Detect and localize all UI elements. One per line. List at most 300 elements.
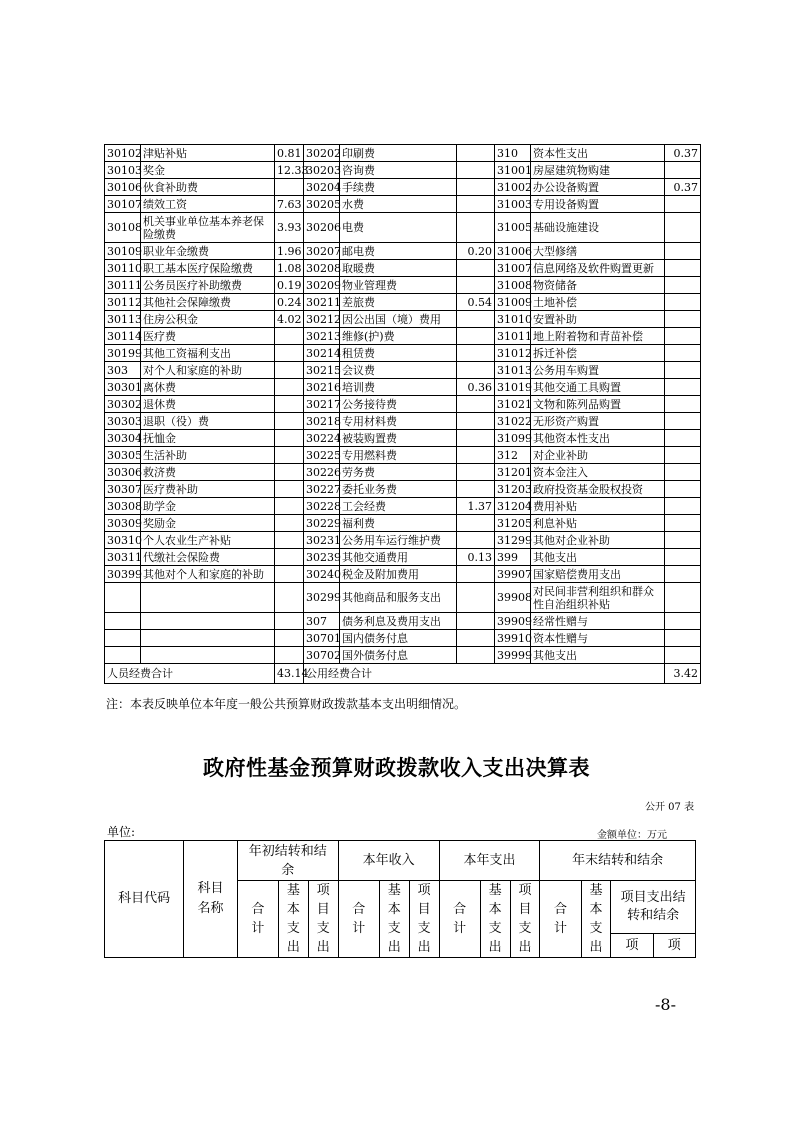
cell-value-c <box>665 481 701 498</box>
cell-code-c: 310 <box>495 145 531 162</box>
cell-code-b: 30217 <box>304 396 340 413</box>
cell-name-a: 代缴社会保险费 <box>141 549 275 566</box>
cell-code-b: 307 <box>304 613 340 630</box>
cell-value-a: 12.33 <box>275 162 304 179</box>
cell-code-a: 30112 <box>105 294 141 311</box>
cell-name-a: 住房公积金 <box>141 311 275 328</box>
cell-name-b: 手续费 <box>340 179 457 196</box>
sub-total-2-text: 合计 <box>352 902 366 936</box>
cell-name-b: 维修(护)费 <box>340 328 457 345</box>
cell-code-a: 30107 <box>105 196 141 213</box>
cell-value-b <box>457 277 495 294</box>
cell-name-b: 培训费 <box>340 379 457 396</box>
cell-value-c <box>665 566 701 583</box>
page-title: 政府性基金预算财政拨款收入支出决算表 <box>203 756 590 780</box>
cell-code-b: 30215 <box>304 362 340 379</box>
col-subject-name <box>184 841 238 958</box>
cell-name-b: 公务用车运行维护费 <box>340 532 457 549</box>
table-row <box>105 243 701 260</box>
cell-code-b: 30211 <box>304 294 340 311</box>
cell-value-b <box>457 583 495 613</box>
cell-code-a <box>105 583 141 613</box>
cell-name-b: 取暖费 <box>340 260 457 277</box>
cell-value-a <box>275 464 304 481</box>
cell-value-b <box>457 311 495 328</box>
cell-value-a <box>275 498 304 515</box>
cell-code-c: 39999 <box>495 647 531 664</box>
cell-code-a: 30306 <box>105 464 141 481</box>
sub-total-2 <box>338 881 379 958</box>
cell-name-c: 专用设备购置 <box>531 196 665 213</box>
sub-total-4 <box>540 881 581 958</box>
cell-code-c: 31012 <box>495 345 531 362</box>
cell-code-c: 31001 <box>495 162 531 179</box>
table-row <box>105 213 701 243</box>
cell-code-c: 312 <box>495 447 531 464</box>
cell-value-a <box>275 566 304 583</box>
cell-name-a: 个人农业生产补贴 <box>141 532 275 549</box>
cell-code-c: 31204 <box>495 498 531 515</box>
public-total-value: 3.42 <box>665 664 701 684</box>
cell-value-c <box>665 647 701 664</box>
cell-name-a: 奖金 <box>141 162 275 179</box>
cell-name-b: 电费 <box>340 213 457 243</box>
cell-code-a: 303 <box>105 362 141 379</box>
cell-value-b: 0.13 <box>457 549 495 566</box>
table-row <box>105 630 701 647</box>
cell-name-a: 退职（役）费 <box>141 413 275 430</box>
cell-value-b <box>457 430 495 447</box>
table-row <box>105 613 701 630</box>
cell-code-b: 30227 <box>304 481 340 498</box>
cell-value-a: 0.81 <box>275 145 304 162</box>
sub-basic-1-text: 基本支出 <box>286 883 300 955</box>
cell-name-c: 文物和陈列品购置 <box>531 396 665 413</box>
col-subject-name-text: 科目名称 <box>197 881 224 916</box>
table-row <box>105 277 701 294</box>
cell-code-c: 39907 <box>495 566 531 583</box>
cell-value-c <box>665 311 701 328</box>
table-row <box>105 413 701 430</box>
cell-value-a <box>275 532 304 549</box>
table-row <box>105 196 701 213</box>
cell-code-b: 30216 <box>304 379 340 396</box>
cell-code-b: 30204 <box>304 179 340 196</box>
cell-value-a <box>275 613 304 630</box>
cell-code-b: 30701 <box>304 630 340 647</box>
cell-value-b <box>457 196 495 213</box>
cell-name-b: 专用材料费 <box>340 413 457 430</box>
cell-name-c: 其他支出 <box>531 549 665 566</box>
cell-code-c: 31006 <box>495 243 531 260</box>
cell-value-c <box>665 549 701 566</box>
personnel-total-label: 人员经费合计 <box>105 664 275 684</box>
cell-code-b: 30202 <box>304 145 340 162</box>
cell-code-c: 31022 <box>495 413 531 430</box>
cell-value-b <box>457 630 495 647</box>
cell-value-a <box>275 647 304 664</box>
cell-name-a <box>141 647 275 664</box>
cell-value-c <box>665 243 701 260</box>
cell-name-a: 医疗费补助 <box>141 481 275 498</box>
personnel-total-value: 43.14 <box>275 664 304 684</box>
cell-name-b: 被装购置费 <box>340 430 457 447</box>
sub-basic-4-text: 基本支出 <box>589 883 603 955</box>
table-row <box>105 464 701 481</box>
cell-name-c: 费用补贴 <box>531 498 665 515</box>
cell-name-b: 专用燃料费 <box>340 447 457 464</box>
sub-total-3 <box>439 881 480 958</box>
cell-value-a <box>275 481 304 498</box>
cell-value-b <box>457 647 495 664</box>
cell-value-c <box>665 413 701 430</box>
cell-name-c: 房屋建筑物购建 <box>531 162 665 179</box>
cell-code-b: 30240 <box>304 566 340 583</box>
cell-name-a: 其他社会保障缴费 <box>141 294 275 311</box>
cell-value-a: 0.19 <box>275 277 304 294</box>
cell-value-a <box>275 430 304 447</box>
table-row <box>105 549 701 566</box>
table-row <box>105 260 701 277</box>
cell-value-a <box>275 630 304 647</box>
cell-value-c <box>665 213 701 243</box>
table-row <box>105 447 701 464</box>
cell-code-a: 30308 <box>105 498 141 515</box>
cell-code-c: 31008 <box>495 277 531 294</box>
table-number: 公开 07 表 <box>645 802 695 813</box>
cell-code-a: 30307 <box>105 481 141 498</box>
cell-code-c: 31205 <box>495 515 531 532</box>
group-current-expense: 本年支出 <box>439 841 540 881</box>
cell-name-b: 税金及附加费用 <box>340 566 457 583</box>
cell-name-b: 劳务费 <box>340 464 457 481</box>
cell-name-b: 水费 <box>340 196 457 213</box>
cell-name-a: 津贴补贴 <box>141 145 275 162</box>
cell-code-a <box>105 647 141 664</box>
cell-value-c <box>665 583 701 613</box>
cell-code-c: 399 <box>495 549 531 566</box>
cell-code-a: 30110 <box>105 260 141 277</box>
cell-value-b <box>457 213 495 243</box>
cell-code-a: 30311 <box>105 549 141 566</box>
sub-basic-2 <box>379 881 409 958</box>
cell-code-a: 30309 <box>105 515 141 532</box>
cell-value-c <box>665 498 701 515</box>
cell-code-c: 31009 <box>495 294 531 311</box>
cell-name-b: 委托业务费 <box>340 481 457 498</box>
cell-value-c <box>665 345 701 362</box>
group-closing-balance: 年末结转和结余 <box>540 841 696 881</box>
cell-value-b <box>457 532 495 549</box>
cell-name-a: 奖励金 <box>141 515 275 532</box>
cell-name-a <box>141 630 275 647</box>
cell-name-c: 对民间非营利组织和群众性自治组织补贴 <box>531 583 665 613</box>
cell-code-a: 30102 <box>105 145 141 162</box>
cell-value-b <box>457 566 495 583</box>
cell-code-c: 31203 <box>495 481 531 498</box>
sub-basic-4 <box>581 881 611 958</box>
cell-code-a: 30199 <box>105 345 141 362</box>
cell-name-b: 邮电费 <box>340 243 457 260</box>
cell-value-b <box>457 145 495 162</box>
cell-value-a <box>275 515 304 532</box>
cell-code-c: 31299 <box>495 532 531 549</box>
cell-code-c: 31011 <box>495 328 531 345</box>
cell-name-a: 对个人和家庭的补助 <box>141 362 275 379</box>
table-row <box>105 145 701 162</box>
table-row <box>105 647 701 664</box>
cell-value-c <box>665 379 701 396</box>
cell-value-c <box>665 260 701 277</box>
cell-name-a: 医疗费 <box>141 328 275 345</box>
cell-value-a <box>275 583 304 613</box>
cell-code-c: 31013 <box>495 362 531 379</box>
cell-name-b: 物业管理费 <box>340 277 457 294</box>
cell-value-b <box>457 396 495 413</box>
cell-value-a <box>275 413 304 430</box>
sub-basic-3 <box>480 881 510 958</box>
cell-name-b: 公务接待费 <box>340 396 457 413</box>
cell-name-c: 无形资产购置 <box>531 413 665 430</box>
cell-name-b: 差旅费 <box>340 294 457 311</box>
cell-name-a: 职工基本医疗保险缴费 <box>141 260 275 277</box>
cell-code-a: 30103 <box>105 162 141 179</box>
cell-name-a: 伙食补助费 <box>141 179 275 196</box>
cell-value-a: 1.08 <box>275 260 304 277</box>
cell-name-c: 其他交通工具购置 <box>531 379 665 396</box>
project-carry-over-text: 项目支出结转和结余 <box>620 890 686 923</box>
sub-project-1 <box>308 881 338 958</box>
sub-total-1 <box>237 881 278 958</box>
cell-value-a: 3.93 <box>275 213 304 243</box>
cell-code-c: 39910 <box>495 630 531 647</box>
table-row <box>105 345 701 362</box>
cell-value-b: 0.20 <box>457 243 495 260</box>
cell-value-c <box>665 396 701 413</box>
cell-name-a: 公务员医疗补助缴费 <box>141 277 275 294</box>
cell-name-a: 生活补助 <box>141 447 275 464</box>
table-row <box>105 532 701 549</box>
cell-value-a <box>275 549 304 566</box>
cell-name-a: 抚恤金 <box>141 430 275 447</box>
cell-name-a: 其他工资福利支出 <box>141 345 275 362</box>
cell-value-b <box>457 362 495 379</box>
cell-value-b <box>457 345 495 362</box>
cell-value-c <box>665 532 701 549</box>
cell-value-a <box>275 379 304 396</box>
group-opening-balance <box>237 841 338 881</box>
sub-project-2 <box>409 881 439 958</box>
sub-basic-2-text: 基本支出 <box>387 883 401 955</box>
cell-value-b <box>457 179 495 196</box>
cell-name-c: 其他支出 <box>531 647 665 664</box>
cell-code-b: 30225 <box>304 447 340 464</box>
cell-value-c <box>665 294 701 311</box>
cell-value-c <box>665 464 701 481</box>
cell-name-a: 助学金 <box>141 498 275 515</box>
table-row <box>105 179 701 196</box>
cell-value-a: 7.63 <box>275 196 304 213</box>
cell-code-c: 39909 <box>495 613 531 630</box>
cell-name-b: 会议费 <box>340 362 457 379</box>
cell-code-b: 30208 <box>304 260 340 277</box>
cell-value-c: 0.37 <box>665 145 701 162</box>
sub-total-3-text: 合计 <box>453 902 467 936</box>
cell-code-a: 30106 <box>105 179 141 196</box>
cell-value-c <box>665 515 701 532</box>
sub-total-4-text: 合计 <box>553 902 567 936</box>
cell-code-a <box>105 630 141 647</box>
cell-name-a: 其他对个人和家庭的补助 <box>141 566 275 583</box>
cell-code-c: 31021 <box>495 396 531 413</box>
sub-basic-1 <box>278 881 308 958</box>
cell-code-c: 31003 <box>495 196 531 213</box>
cell-value-c: 0.37 <box>665 179 701 196</box>
cell-value-b <box>457 162 495 179</box>
cell-name-b: 工会经费 <box>340 498 457 515</box>
cell-name-c: 信息网络及软件购置更新 <box>531 260 665 277</box>
cell-value-b <box>457 260 495 277</box>
cell-code-c: 31005 <box>495 213 531 243</box>
cell-value-c <box>665 328 701 345</box>
cell-value-a <box>275 328 304 345</box>
cell-code-a: 30301 <box>105 379 141 396</box>
cell-code-b: 30229 <box>304 515 340 532</box>
cell-name-c: 利息补贴 <box>531 515 665 532</box>
cell-name-a <box>141 613 275 630</box>
table-row <box>105 396 701 413</box>
cell-code-b: 30299 <box>304 583 340 613</box>
gov-fund-budget-table <box>104 840 696 958</box>
cell-name-c: 资本金注入 <box>531 464 665 481</box>
cell-code-a: 30109 <box>105 243 141 260</box>
table-row <box>105 498 701 515</box>
cell-name-b: 租赁费 <box>340 345 457 362</box>
cell-name-a: 职业年金缴费 <box>141 243 275 260</box>
cell-value-a <box>275 345 304 362</box>
cell-code-b: 30209 <box>304 277 340 294</box>
cell-name-b: 债务利息及费用支出 <box>340 613 457 630</box>
sub-basic-3-text: 基本支出 <box>488 883 502 955</box>
cell-name-b: 国外债务付息 <box>340 647 457 664</box>
cell-code-b: 30702 <box>304 647 340 664</box>
basic-expense-detail-table <box>104 144 701 684</box>
cell-code-a: 30108 <box>105 213 141 243</box>
cell-value-a <box>275 179 304 196</box>
cell-value-a <box>275 396 304 413</box>
cell-value-c <box>665 430 701 447</box>
cell-name-c: 对企业补助 <box>531 447 665 464</box>
cell-name-c: 大型修缮 <box>531 243 665 260</box>
cell-value-b <box>457 464 495 481</box>
cell-code-b: 30226 <box>304 464 340 481</box>
cell-code-b: 30214 <box>304 345 340 362</box>
cell-name-b: 其他商品和服务支出 <box>340 583 457 613</box>
totals-row <box>105 664 701 684</box>
header-row-1 <box>105 841 696 881</box>
cell-code-b: 30206 <box>304 213 340 243</box>
cell-value-b <box>457 413 495 430</box>
cell-value-a: 4.02 <box>275 311 304 328</box>
table-row <box>105 515 701 532</box>
cell-code-a: 30305 <box>105 447 141 464</box>
cell-value-b <box>457 447 495 464</box>
cell-name-b: 福利费 <box>340 515 457 532</box>
cell-name-c: 拆迁补偿 <box>531 345 665 362</box>
cell-code-c: 31201 <box>495 464 531 481</box>
cell-value-b <box>457 481 495 498</box>
cell-code-a: 30399 <box>105 566 141 583</box>
cell-code-c: 31010 <box>495 311 531 328</box>
cell-code-c: 31099 <box>495 430 531 447</box>
table-note: 注：本表反映单位本年度一般公共预算财政拨款基本支出明细情况。 <box>106 697 467 711</box>
sub-project-2-text: 项目支出 <box>417 883 431 955</box>
cell-code-b: 30218 <box>304 413 340 430</box>
xiang-1: 项 <box>611 934 653 958</box>
cell-code-a: 30111 <box>105 277 141 294</box>
table-row <box>105 311 701 328</box>
cell-name-a <box>141 583 275 613</box>
cell-code-a <box>105 613 141 630</box>
cell-name-c: 其他资本性支出 <box>531 430 665 447</box>
cell-code-b: 30224 <box>304 430 340 447</box>
cell-code-a: 30303 <box>105 413 141 430</box>
sub-project-3 <box>510 881 540 958</box>
page-number: -8- <box>655 995 676 1014</box>
cell-value-a: 1.96 <box>275 243 304 260</box>
cell-name-a: 离休费 <box>141 379 275 396</box>
sub-project-3-text: 项目支出 <box>518 883 532 955</box>
cell-name-c: 资本性支出 <box>531 145 665 162</box>
cell-name-c: 政府投资基金股权投资 <box>531 481 665 498</box>
cell-code-b: 30205 <box>304 196 340 213</box>
group-current-income: 本年收入 <box>338 841 439 881</box>
cell-name-a: 退休费 <box>141 396 275 413</box>
amount-unit-label: 金额单位：万元 <box>597 830 667 841</box>
cell-value-c <box>665 362 701 379</box>
sub-total-1-text: 合计 <box>251 902 265 936</box>
cell-name-c: 土地补偿 <box>531 294 665 311</box>
cell-code-a: 30113 <box>105 311 141 328</box>
cell-name-b: 其他交通费用 <box>340 549 457 566</box>
cell-value-b <box>457 515 495 532</box>
table-row <box>105 379 701 396</box>
cell-value-b <box>457 328 495 345</box>
cell-value-b: 0.36 <box>457 379 495 396</box>
cell-name-b: 因公出国（境）费用 <box>340 311 457 328</box>
cell-name-c: 办公设备购置 <box>531 179 665 196</box>
cell-code-b: 30203 <box>304 162 340 179</box>
project-carry-over <box>611 881 696 934</box>
public-total-label: 公用经费合计 <box>304 664 665 684</box>
col-subject-code: 科目代码 <box>105 841 184 958</box>
xiang-2: 项 <box>653 934 695 958</box>
table-row <box>105 430 701 447</box>
group-opening-balance-text: 年初结转和结余 <box>248 843 327 878</box>
cell-name-c: 物资储备 <box>531 277 665 294</box>
table-row <box>105 583 701 613</box>
table-row <box>105 481 701 498</box>
cell-value-c <box>665 447 701 464</box>
table-row <box>105 328 701 345</box>
cell-code-b: 30207 <box>304 243 340 260</box>
cell-name-c: 基础设施建设 <box>531 213 665 243</box>
unit-label: 单位: <box>107 825 136 839</box>
cell-value-a: 0.24 <box>275 294 304 311</box>
sub-project-1-text: 项目支出 <box>316 883 330 955</box>
cell-code-b: 30239 <box>304 549 340 566</box>
cell-name-c: 地上附着物和青苗补偿 <box>531 328 665 345</box>
